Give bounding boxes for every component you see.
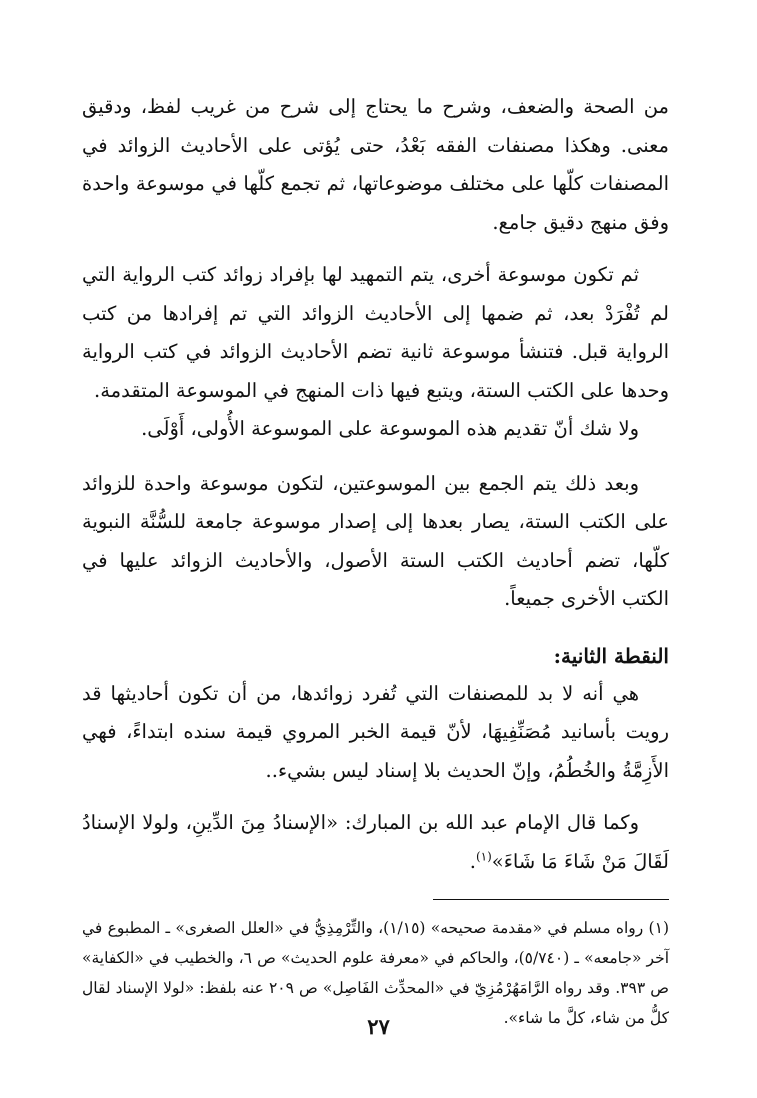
quote-text: وكما قال الإمام عبد الله بن المبارك: «الإسنادُ مِنَ الدِّينِ، ولولا الإسنادُ لَقَالَ مَنْ شَاءَ مَا شَاءَ» xyxy=(82,811,669,873)
paragraph-3: ولا شك أنّ تقديم هذه الموسوعة على الموسوعة الأُولى، أَوْلَى. xyxy=(141,417,639,440)
section-heading: النقطة الثانية: xyxy=(553,643,669,668)
paragraph-5: هي أنه لا بد للمصنفات التي تُفرد زوائدها، من أن تكون أحاديثها قد رويت بأسانيد مُصَنِّفِيهَا، لأنّ قيمة الخبر المروي قيمة سنده ابتداءً، فهي الأَزِمَّةُ والخُطُمُ، وإنّ الحديث بلا إسناد ليس بشيء.. xyxy=(82,681,669,782)
quote-end: . xyxy=(469,849,476,873)
paragraph-2: ثم تكون موسوعة أخرى، يتم التمهيد لها بإفراد زوائد كتب الرواية التي لم تُفْرَدْ بعد، ثم ضمها إلى الأحاديث الزوائد التي تم إفرادها من كتب الرواية قبل. فتنشأ موسوعة ثانية تضم الأحاديث الزوائد في كتب الرواية وحدها على الكتب الستة، ويتبع فيها ذات المنهج في الموسوعة المتقدمة. xyxy=(82,263,669,402)
page-body xyxy=(82,88,669,1033)
footnote-divider-area xyxy=(82,899,669,901)
footnote-divider xyxy=(433,899,669,900)
paragraph-1: من الصحة والضعف، وشرح ما يحتاج إلى شرح من غريب لفظ، ودقيق معنى. وهكذا مصنفات الفقه بَعْدُ، حتى يُؤتى على الأحاديث الزوائد في المصنفات كلّها على مختلف موضوعاتها، ثم تجمع كلّها في موسوعة واحدة وفق منهج دقيق جامع. xyxy=(82,95,669,234)
quote-paragraph xyxy=(82,804,669,881)
page-number: ٢٧ xyxy=(367,1014,390,1039)
footnote-reference[interactable]: (١) xyxy=(475,849,492,863)
footnote-number: (١) xyxy=(648,919,669,937)
footnote-text: رواه مسلم في «مقدمة صحيحه» (١/١٥)، والتِّرْمِذِيُّ في «العلل الصغرى» ـ المطبوع في آخر «جامعه» ـ (٥/٧٤٠)، والحاكم في «معرفة علوم الحديث» ص ٦، والخطيب في «الكفاية» ص ٣٩٣. وقد رواه الرَّامَهُرْمُزِيّ في «المحدِّث الفَاصِل» ص ٢٠٩ عنه بلفظ: «لولا الإسناد لقال كلُّ من شاء، كلَّ ما شاء». xyxy=(82,919,670,1027)
paragraph-4: وبعد ذلك يتم الجمع بين الموسوعتين، لتكون موسوعة واحدة للزوائد على الكتب الستة، يصار بعدها إلى إصدار موسوعة جامعة للسُّنَّة النبوية كلّها، تضم أحاديث الكتب الستة الأصول، والأحاديث الزوائد عليها في الكتب الأخرى جميعاً. xyxy=(82,471,669,610)
